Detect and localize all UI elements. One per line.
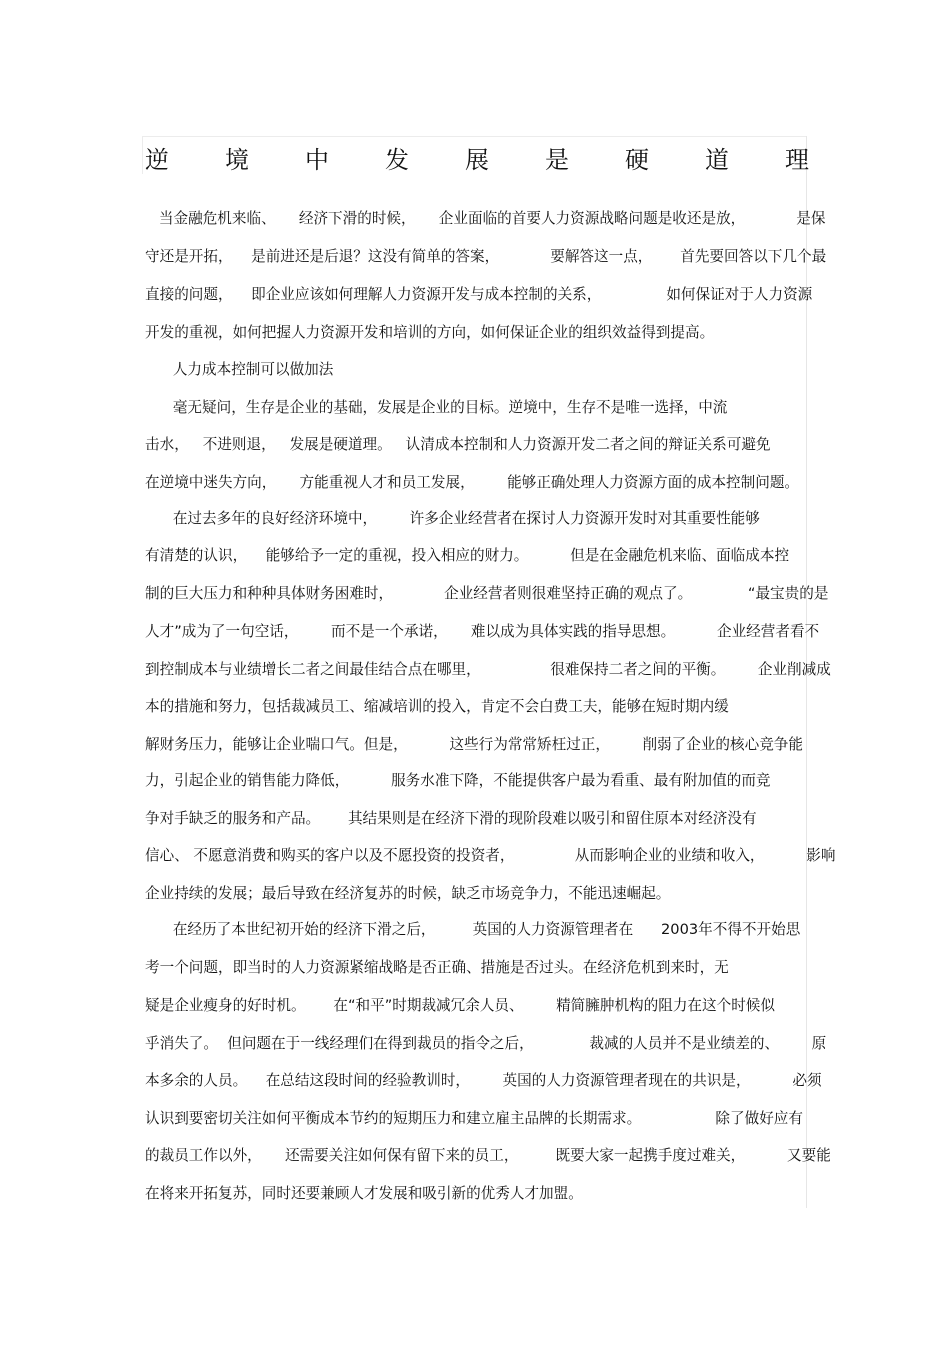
title-char: 展 <box>465 146 489 174</box>
section-heading: 人力成本控制可以做加法 <box>145 361 334 378</box>
body-text-line: 认识到要密切关注如何平衡成本节约的短期压力和建立雇主品牌的长期需求。 除了做好应有 <box>145 1110 803 1127</box>
body-text-line: 信心、 不愿意消费和购买的客户以及不愿投资的投资者， 从而影响企业的业绩和收入， 影响 <box>145 847 836 864</box>
title-char: 硬 <box>625 146 649 174</box>
body-text-line: 毫无疑问，生存是企业的基础，发展是企业的目标。逆境中，生存不是唯一选择，中流 <box>145 399 728 416</box>
body-text-line: 有清楚的认识， 能够给予一定的重视，投入相应的财力。 但是在金融危机来临、面临成本控 <box>145 547 790 564</box>
body-text-line: 疑是企业瘦身的好时机。 在“和平”时期裁减冗余人员、 精简臃肿机构的阻力在这个时候似 <box>145 997 775 1014</box>
body-text-line: 在将来开拓复苏，同时还要兼顾人才发展和吸引新的优秀人才加盟。 <box>145 1185 583 1202</box>
body-text-line: 制的巨大压力和种种具体财务困难时， 企业经营者则很难坚持正确的观点了。 “最宝贵的是 <box>145 585 829 602</box>
body-text-line: 争对手缺乏的服务和产品。 其结果则是在经济下滑的现阶段难以吸引和留住原本对经济没有 <box>145 810 757 827</box>
title-char: 是 <box>545 146 569 174</box>
body-text-line: 在逆境中迷失方向， 方能重视人才和员工发展， 能够正确处理人力资源方面的成本控制问题。 <box>145 474 800 491</box>
body-text-line: 击水， 不进则退， 发展是硬道理。 认清成本控制和人力资源开发二者之间的辩证关系可避免 <box>145 436 771 453</box>
body-text-line: 本多余的人员。 在总结这段时间的经验教训时， 英国的人力资源管理者现在的共识是， 必须 <box>145 1072 822 1089</box>
body-text-line: 守还是开拓， 是前进还是后退？这没有简单的答案， 要解答这一点， 首先要回答以下几个最 <box>145 248 827 265</box>
body-text-line: 力，引起企业的销售能力降低， 服务水准下降，不能提供客户最为看重、最有附加值的而竞 <box>145 772 771 789</box>
title-char: 发 <box>385 146 409 174</box>
document-title <box>145 143 809 177</box>
body-text-line: 当金融危机来临、 经济下滑的时候， 企业面临的首要人力资源战略问题是收还是放， 是保 <box>145 210 826 227</box>
body-text-line: 到控制成本与业绩增长二者之间最佳结合点在哪里， 很难保持二者之间的平衡。 企业削减成 <box>145 661 831 678</box>
body-text-line: 开发的重视，如何把握人力资源开发和培训的方向，如何保证企业的组织效益得到提高。 <box>145 324 715 341</box>
body-text-line: 解财务压力，能够让企业喘口气。但是， 这些行为常常矫枉过正， 削弱了企业的核心竞争能 <box>145 736 803 753</box>
body-text-line: 乎消失了。 但问题在于一线经理们在得到裁员的指令之后， 裁减的人员并不是业绩差的、 原 <box>145 1035 827 1052</box>
title-char: 道 <box>705 146 729 174</box>
title-char: 逆 <box>145 146 169 174</box>
body-text-line: 的裁员工作以外， 还需要关注如何保有留下来的员工， 既要大家一起携手度过难关， 又要能 <box>145 1147 831 1164</box>
body-text-line: 企业持续的发展；最后导致在经济复苏的时候，缺乏市场竞争力，不能迅速崛起。 <box>145 885 671 902</box>
body-text-line: 在经历了本世纪初开始的经济下滑之后， 英国的人力资源管理者在 2003年不得不开始思 <box>145 921 801 938</box>
body-text-line: 在过去多年的良好经济环境中， 许多企业经营者在探讨人力资源开发时对其重要性能够 <box>145 510 760 527</box>
body-text-line: 考一个问题，即当时的人力资源紧缩战略是否正确、措施是否过头。在经济危机到来时，无 <box>145 959 729 976</box>
page-frame-left-border <box>142 136 143 174</box>
title-char: 中 <box>305 146 329 174</box>
page-frame-top-border <box>142 136 806 137</box>
title-char: 理 <box>785 146 809 174</box>
title-char: 境 <box>225 146 249 174</box>
body-text-line: 本的措施和努力，包括裁减员工、缩减培训的投入，肯定不会白费工夫，能够在短时期内缓 <box>145 698 729 715</box>
body-text-line: 人才”成为了一句空话， 而不是一个承诺， 难以成为具体实践的指导思想。 企业经营者看不 <box>145 623 820 640</box>
body-text-line: 直接的问题， 即企业应该如何理解人力资源开发与成本控制的关系， 如何保证对于人力资源 <box>145 286 813 303</box>
